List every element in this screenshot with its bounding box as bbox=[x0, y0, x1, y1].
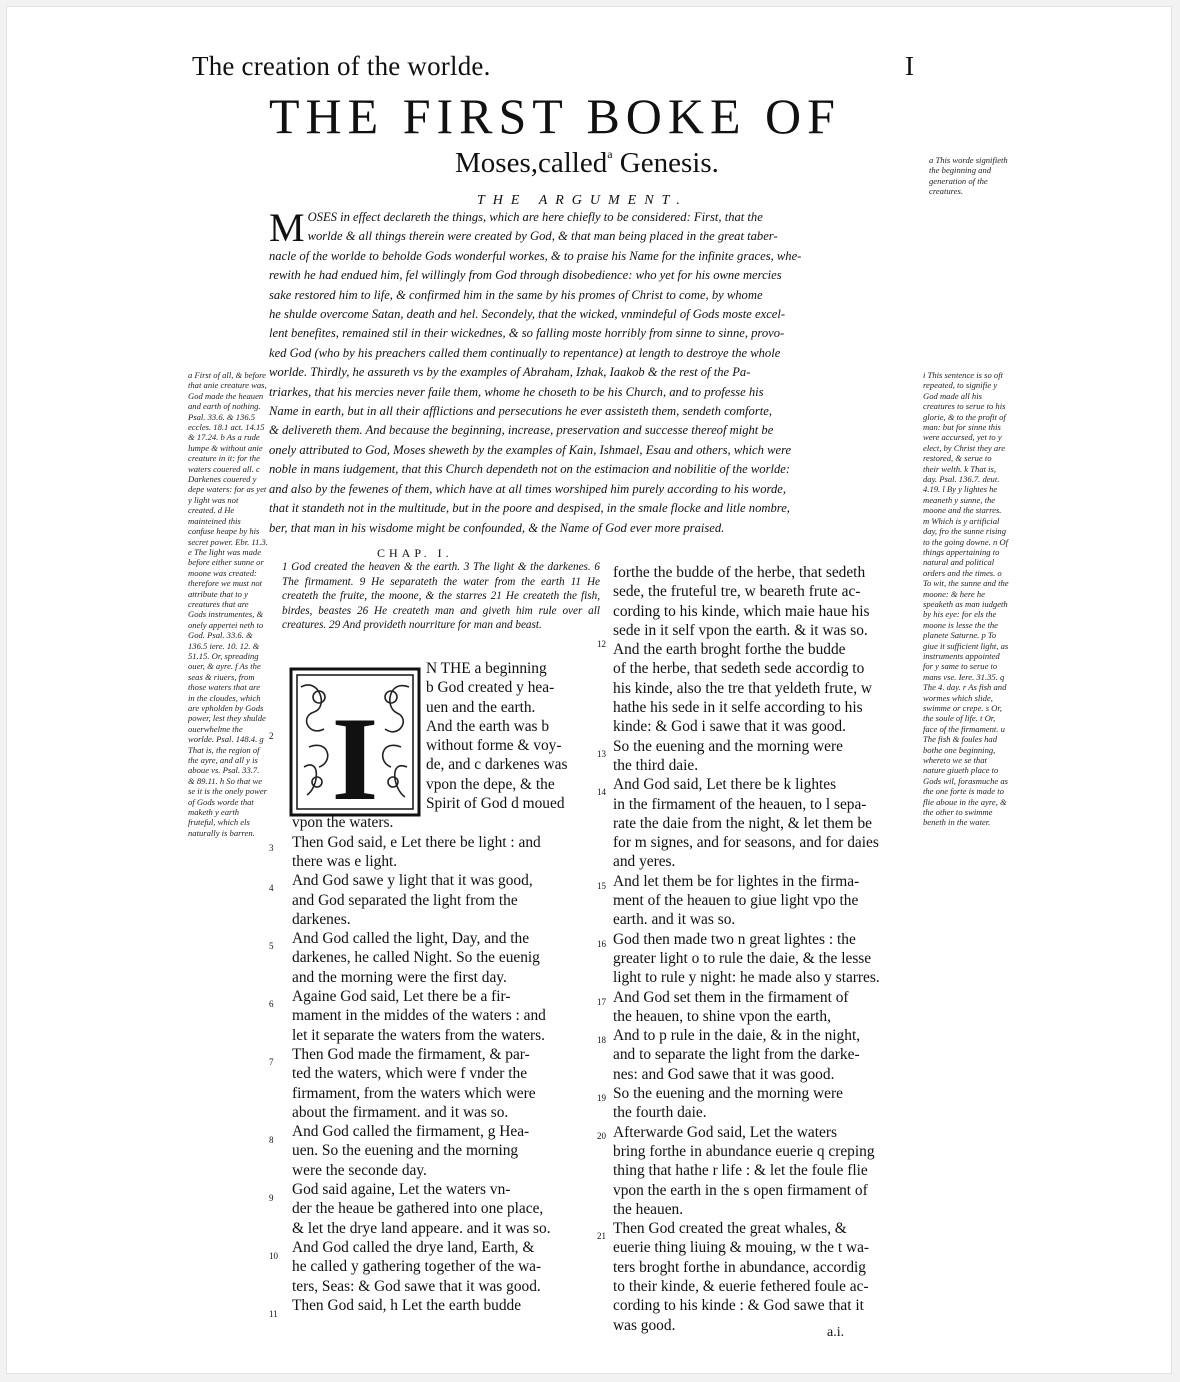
text-line: earth. and it was so. bbox=[613, 911, 736, 929]
text-line: about the firmament. and it was so. bbox=[292, 1103, 509, 1121]
verse-number: 18 bbox=[597, 1035, 606, 1045]
left-text-column bbox=[292, 659, 594, 1315]
text-line: his kinde, also the tre that yeldeth frute, w bbox=[613, 679, 873, 697]
verse-number: 12 bbox=[597, 639, 606, 649]
text-line: And the earth was b bbox=[426, 717, 550, 735]
text-line: of the herbe, that sedeth sede accordig to bbox=[613, 660, 865, 678]
text-line: And let them be for lightes in the firma- bbox=[613, 872, 860, 890]
subtitle-tail: Genesis. bbox=[619, 147, 719, 179]
verse-number: 15 bbox=[597, 881, 606, 891]
verse-number: 16 bbox=[597, 939, 606, 949]
verse-number: 13 bbox=[597, 749, 606, 759]
verse-number: 5 bbox=[269, 941, 274, 951]
text-line: And God set them in the firmament of bbox=[613, 988, 849, 1006]
text-line: sede in it self vpon the earth. & it was so. bbox=[613, 621, 868, 639]
argument-line: he shulde overcome Satan, death and hel. Secondely, that the wicked, vnmindeful of Gods moste excel- bbox=[269, 307, 786, 322]
folio-number: I bbox=[905, 51, 914, 81]
subtitle-text: Moses,called bbox=[455, 147, 608, 179]
text-line: cording to his kinde : & God sawe that it bbox=[613, 1297, 864, 1315]
text-line: were the seconde day. bbox=[292, 1161, 427, 1179]
text-line: greater light o to rule the daie, & the lesse bbox=[613, 949, 872, 967]
text-line: Then God said, e Let there be light : and bbox=[292, 833, 541, 851]
page-title: THE FIRST BOKE OF bbox=[269, 88, 841, 144]
text-line: and to separate the light from the darke- bbox=[613, 1046, 860, 1064]
text-line: mament in the middes of the waters : and bbox=[292, 1007, 546, 1025]
text-line: and the morning were the first day. bbox=[292, 968, 507, 986]
verse-number: 2 bbox=[269, 731, 274, 741]
argument-line: worlde & all things therein were created by God, & that man being placed in the great taber- bbox=[307, 229, 778, 244]
text-line: darkenes. bbox=[292, 910, 351, 928]
argument-line: and also by the fewenes of them, which have at all times worshiped him purely according to his worde, bbox=[269, 481, 786, 496]
text-line: Then God created the great whales, & bbox=[613, 1220, 847, 1238]
text-line: uen and the earth. bbox=[426, 698, 536, 716]
text-line: And God called the firmament, g Hea- bbox=[292, 1123, 530, 1141]
text-line: the fourth daie. bbox=[613, 1104, 707, 1122]
verse-number: 19 bbox=[597, 1093, 606, 1103]
text-line: So the euening and the morning were bbox=[613, 1085, 843, 1103]
verse-number: 3 bbox=[269, 843, 274, 853]
text-line: and yeres. bbox=[613, 853, 676, 871]
text-line: vpon the earth in the s open firmament of bbox=[613, 1181, 868, 1199]
right-margin-notes: i This sentence is so oft repeated, to signifie y God made all his creatures to serue to his glorie, & to the profit of man: but for sinne this were accursed, yet to y elect, by Christ they are restored, & serue to their welth. k That is, day. Psal. 136.7. deut. 4.19. l By y lightes he meaneth y sunne, the moone and the starres. m Which is y artificial day, fro the sunne rising to the going downe. n Of things appertaining to natural and political orders and the times. o To wit, the sunne and the moone: & here he speaketh as man iudgeth by his eye: for els the moone is lesse the the planete Saturne. p To giue it sufficient light, as instruments appointed for y same to serue to mans vse. Iere. 31.35. q The 4. day. r As fish and wormes which slide, swimme or crepe. s Or, the soule of life. t Or, face of the firmament. u The fish & foules had bothe one beginning, whereto we se that nature giueth place to Gods wil, forasmuche as the one forte is made to flie aboue in the ayre, & the other to swimme beneth in the water. bbox=[923, 370, 1009, 828]
verse-number: 14 bbox=[597, 787, 606, 797]
text-line: the heauen. bbox=[613, 1200, 684, 1218]
verse-number: 9 bbox=[269, 1193, 274, 1203]
text-line: God said againe, Let the waters vn- bbox=[292, 1181, 511, 1199]
text-line: to their kinde, & euerie fethered foule ac- bbox=[613, 1277, 869, 1295]
text-line: Then God made the firmament, & par- bbox=[292, 1045, 530, 1063]
text-line: N THE a beginning bbox=[426, 660, 547, 677]
text-line: was good. bbox=[613, 1316, 676, 1334]
text-line: der the heaue be gathered into one place, bbox=[292, 1200, 544, 1218]
verse-number: 8 bbox=[269, 1135, 274, 1145]
argument-line: worlde. Thirdly, he assureth vs by the examples of Abraham, Izhak, Iaakob & the rest of the Pa- bbox=[269, 365, 751, 380]
text-line: ters broght forthe in abundance, accordig bbox=[613, 1258, 866, 1276]
text-line: And to p rule in the daie, & in the night, bbox=[613, 1027, 861, 1045]
text-line: without forme & voy- bbox=[426, 737, 562, 755]
text-line: sede, the fruteful tre, w beareth frute ac- bbox=[613, 583, 861, 601]
text-line: And God sawe y light that it was good, bbox=[292, 872, 533, 890]
right-text-column bbox=[613, 563, 917, 1335]
text-line: God then made two n great lightes : the bbox=[613, 930, 856, 948]
text-line: & let the drye land appeare. and it was so. bbox=[292, 1219, 551, 1237]
catchword: a.i. bbox=[827, 1325, 845, 1340]
argument-line: that it standeth not in the multitude, but in the poore and despised, in the smale flocke and litle nombre, bbox=[269, 501, 790, 516]
text-line: And God called the light, Day, and the bbox=[292, 930, 530, 948]
text-line: Againe God said, Let there be a fir- bbox=[292, 988, 511, 1006]
text-line: ters, Seas: & God sawe that it was good. bbox=[292, 1277, 541, 1295]
text-line: he called y gathering together of the wa- bbox=[292, 1258, 542, 1276]
text-line: thing that hathe r life : & let the foule flie bbox=[613, 1162, 868, 1180]
verse-number: 21 bbox=[597, 1231, 606, 1241]
verse-number: 6 bbox=[269, 999, 274, 1009]
chapter-summary: 1 God created the heaven & the earth. 3 The light & the darkenes. 6 The firmament. 9 He separateth the water from the earth 11 He createth the fruite, the moone, & the starres 21 He createth the fish, birdes, beastes 26 He createth man and giveth him rule over all creatures. 29 And provideth nourriture for man and beast. bbox=[282, 561, 600, 632]
text-line: bring forthe in abundance euerie q creping bbox=[613, 1142, 875, 1160]
argument-line: onely attributed to God, Moses sheweth by the examples of Kain, Ishmael, Esau and others, which were bbox=[269, 442, 792, 457]
text-line: in the firmament of the heauen, to l sepa- bbox=[613, 795, 867, 813]
page-subtitle bbox=[455, 147, 719, 180]
argument-text bbox=[269, 205, 921, 538]
argument-line: Name in earth, but in all their afflictions and persecutions he ever assisteth them, sendeth comforte, bbox=[269, 404, 772, 419]
argument-line: lent benefites, remained stil in their wickednes, & so falling moste horribly from sinne to sinne, provo- bbox=[269, 326, 785, 341]
text-line: vpon the waters. bbox=[292, 814, 394, 832]
text-line: And the earth broght forthe the budde bbox=[613, 641, 846, 659]
verse-number: 10 bbox=[269, 1251, 278, 1261]
text-line: the heauen, to shine vpon the earth, bbox=[613, 1007, 831, 1025]
argument-line: OSES in effect declareth the things, which are here chiefly to be considered: First, that the bbox=[307, 210, 763, 224]
text-line: ted the waters, which were f vnder the bbox=[292, 1065, 528, 1083]
text-line: darkenes, he called Night. So the euenig bbox=[292, 949, 540, 967]
argument-line: ked God (who by his preachers called them continually to repentance) at length to destroye the whole bbox=[269, 345, 781, 360]
text-line: euerie thing liuing & mouing, w the t wa- bbox=[613, 1239, 870, 1257]
text-line: b God created y hea- bbox=[426, 679, 555, 697]
text-line: And God said, Let there be k lightes bbox=[613, 776, 837, 794]
argument-line: rewith he had endued him, fel willingly from God through disobedience: who yet for his owne mercies bbox=[269, 268, 782, 283]
text-line: cording to his kinde, which maie haue his bbox=[613, 602, 870, 620]
verse-number: 11 bbox=[269, 1309, 278, 1319]
argument-line: sake restored him to life, & confirmed him in the same by his promes of Christ to come, by whome bbox=[269, 287, 763, 302]
left-margin-notes: a First of all, & before that anie creature was, God made the heauen and earth of nothing. Psal. 33.6. & 136.5 eccles. 18.1 act. 14.15 & 17.24. b As a rude lumpe & without anie creature in it: for the waters couered all. c Darkenes couered y depe waters: for as yet y light was not created. d He mainteined this confuse heape by his secret power. Ebr. 11.3. e The light was made before either sunne or moone was created: therefore we must not attribute that to y creatures that are Gods instrumentes, & onely appertei neth to God. Psal. 33.6. & 136.5 iere. 10. 12. & 51.15. Or, spreading ouer, & ayre. f As the seas & riuers, from those waters that are in the cloudes, which are vpholden by Gods power, lest they shulde ouerwhelme the worlde. Psal. 148.4. g That is, the region of the ayre, and all y is aboue vs. Psal. 33.7. & 89.11. h So that we se it is the onely power of Gods worde that maketh y earth fruteful, which els naturally is barren. bbox=[188, 370, 268, 838]
text-line: the third daie. bbox=[613, 756, 699, 774]
text-line: Afterwarde God said, Let the waters bbox=[613, 1123, 837, 1141]
text-line: light to rule y night: he made also y starres. bbox=[613, 969, 880, 987]
text-line: So the euening and the morning were bbox=[613, 737, 843, 755]
top-right-margin-note: a This worde signifieth the beginning and generation of the creatures. bbox=[929, 155, 1008, 197]
text-line: firmament, from the waters which were bbox=[292, 1084, 536, 1102]
argument-line: ber, that man in his wisdome might be confounded, & the Name of God ever more praised. bbox=[269, 520, 725, 535]
argument-line: noble in mans iudgement, that this Church dependeth not on the estimacion and nobilitie of the worlde: bbox=[269, 462, 791, 477]
text-line: for m signes, and for seasons, and for daies bbox=[613, 834, 879, 852]
argument-line: & delivereth them. And because the beginning, increase, preservation and successe thereof might be bbox=[269, 423, 774, 438]
text-line: Then God said, h Let the earth budde bbox=[292, 1296, 522, 1314]
text-line: rate the daie from the night, & let them be bbox=[613, 814, 872, 832]
chapter-heading: CHAP. I. bbox=[377, 546, 453, 560]
text-line: ment of the heauen to giue light vpo the bbox=[613, 892, 859, 910]
subtitle-note-mark: a bbox=[607, 147, 613, 161]
argument-line: nacle of the worlde to beholde Gods wonderful workes, & to praise his Name for the infinite graces, whe- bbox=[269, 248, 802, 263]
text-line: there was e light. bbox=[292, 852, 398, 870]
text-line: let it separate the waters from the waters. bbox=[292, 1026, 545, 1044]
verse-number: 4 bbox=[269, 883, 274, 893]
text-line: nes: and God sawe that it was good. bbox=[613, 1065, 835, 1083]
argument-initial: M bbox=[269, 205, 305, 250]
verse-number: 20 bbox=[597, 1131, 606, 1141]
text-line: hathe his sede in it selfe according to his bbox=[613, 699, 863, 717]
text-line: forthe the budde of the herbe, that sedeth bbox=[613, 564, 866, 581]
text-line: And God called the drye land, Earth, & bbox=[292, 1238, 535, 1256]
text-line: uen. So the euening and the morning bbox=[292, 1142, 519, 1160]
argument-heading: THE ARGUMENT. bbox=[477, 193, 688, 208]
text-line: de, and c darkenes was bbox=[426, 756, 568, 774]
page-frame bbox=[6, 6, 1172, 1374]
text-line: kinde: & God i sawe that it was good. bbox=[613, 718, 846, 736]
verse-initial-letter: I bbox=[331, 692, 379, 817]
text-line: Spirit of God d moued bbox=[426, 795, 565, 813]
running-head: The creation of the worlde. bbox=[192, 51, 491, 81]
verse-number: 7 bbox=[269, 1057, 274, 1067]
book-page bbox=[7, 7, 1171, 1373]
text-line: and God separated the light from the bbox=[292, 891, 518, 909]
argument-line: triarkes, that his mercies never faile them, whome he choseth to be his Church, and to professe his bbox=[269, 384, 764, 399]
verse-number: 17 bbox=[597, 997, 606, 1007]
text-line: vpon the depe, & the bbox=[426, 775, 555, 793]
